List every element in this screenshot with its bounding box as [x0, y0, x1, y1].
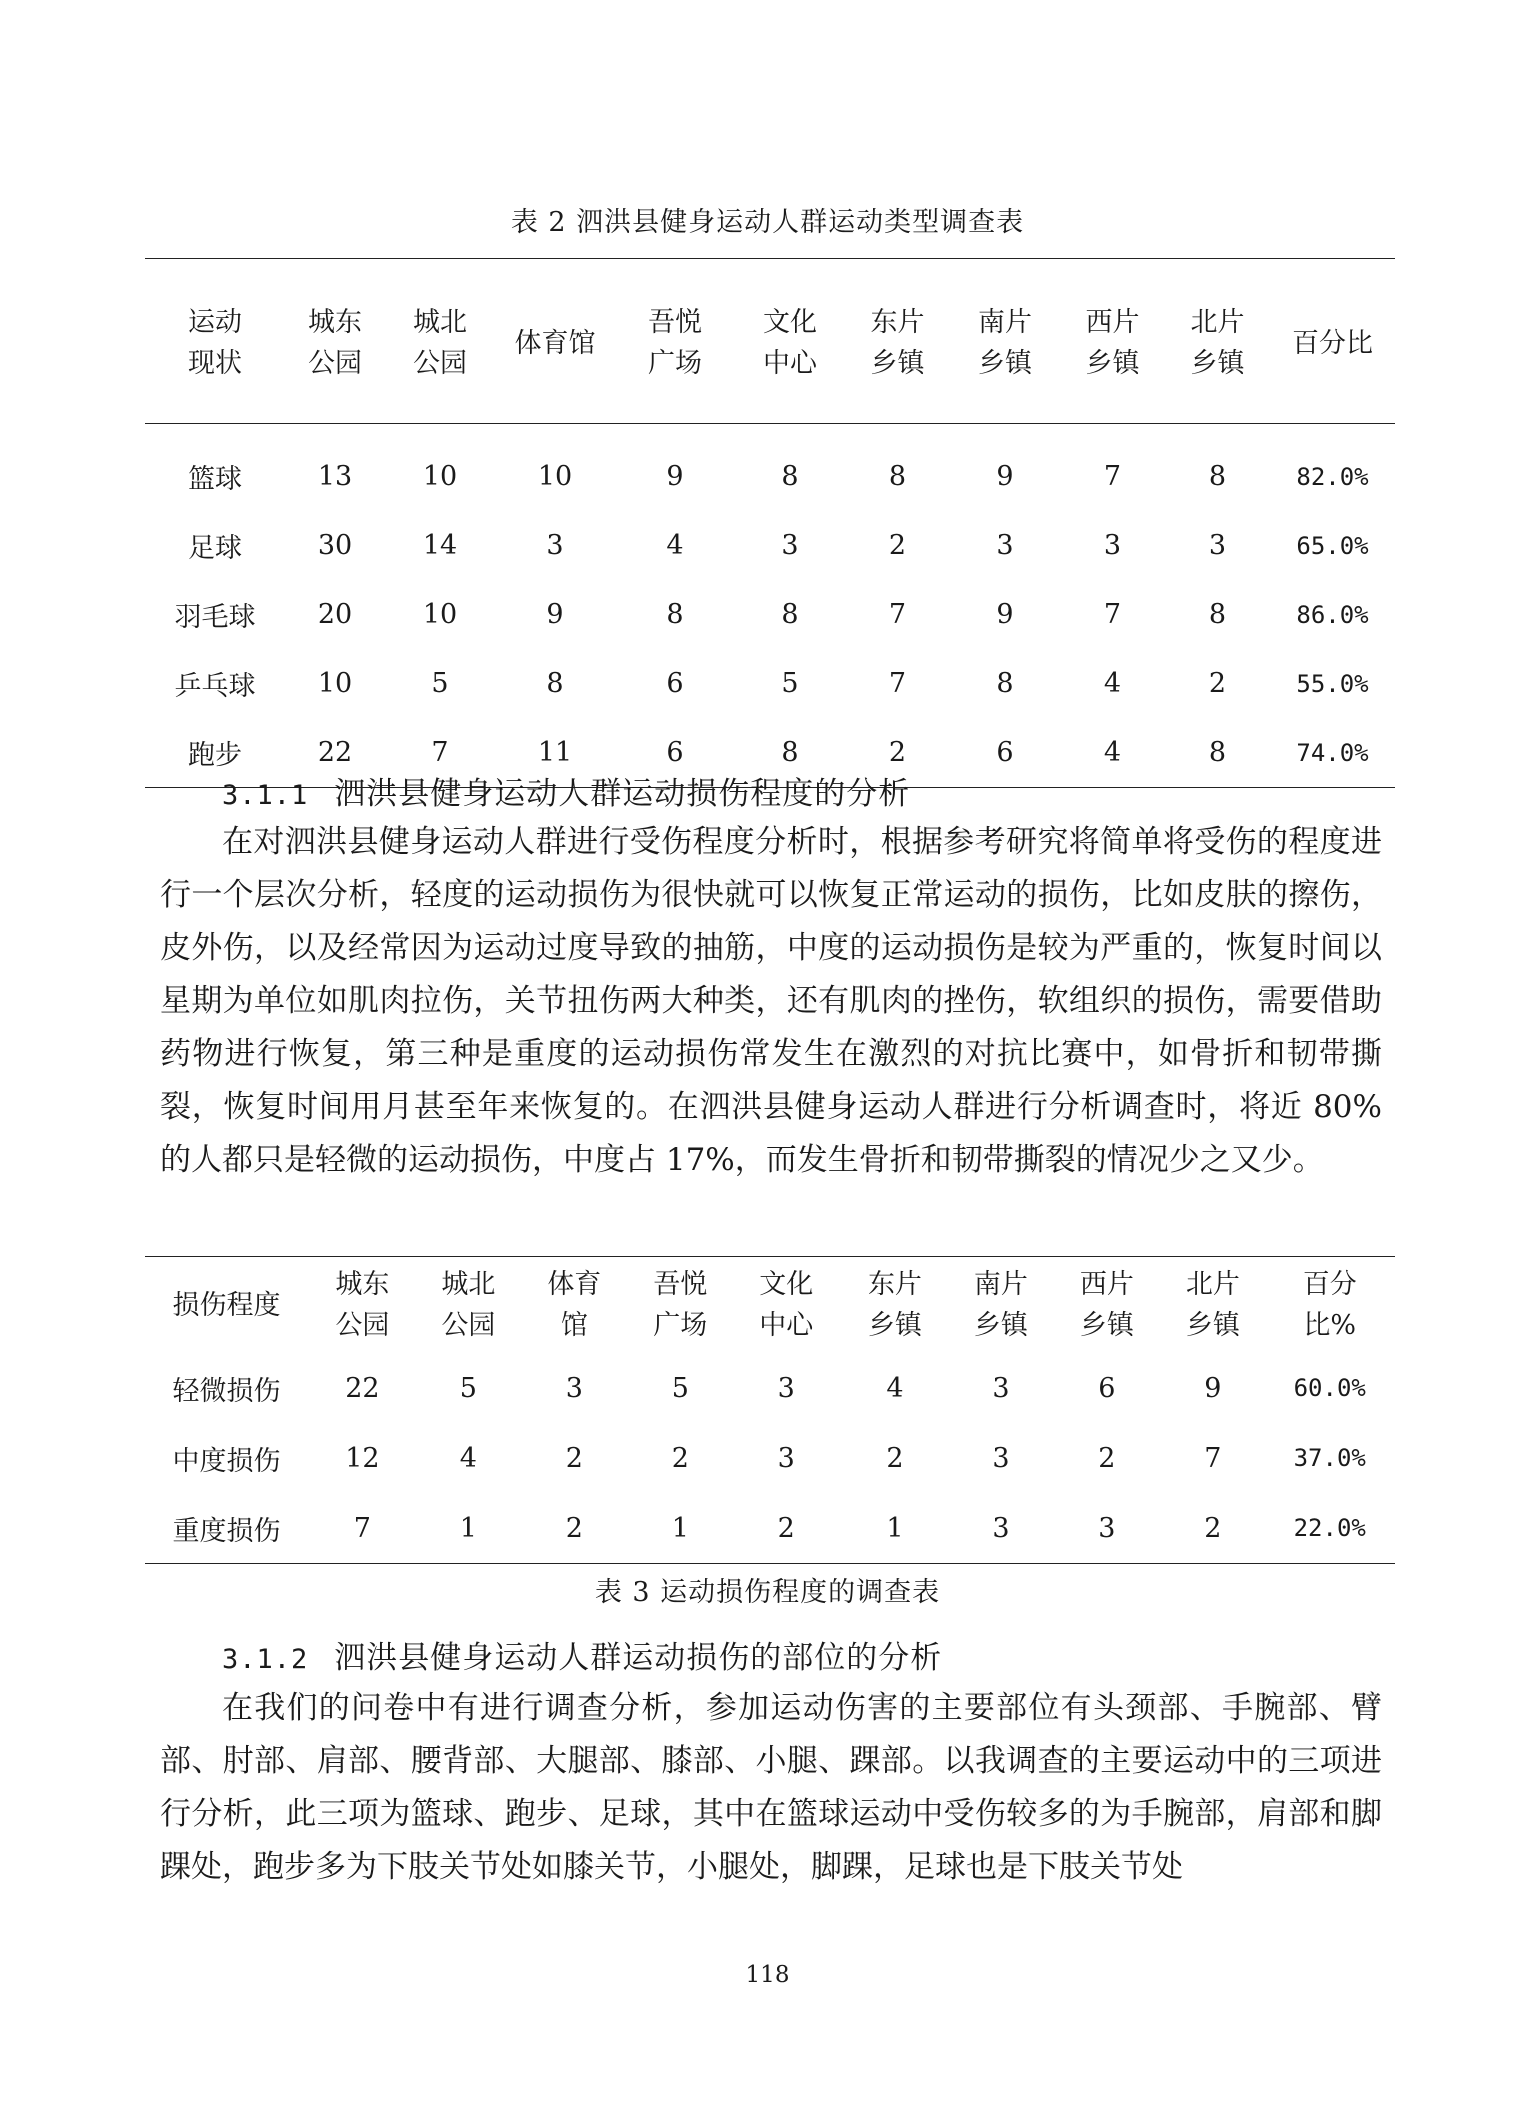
table2-cell: 8 — [781, 737, 799, 768]
table2-caption: 表 2 泗洪县健身运动人群运动类型调查表 — [510, 207, 1025, 238]
section-312-heading — [222, 1632, 942, 1677]
table2-cell: 5 — [781, 668, 799, 699]
table3-cell: 2 — [777, 1512, 795, 1544]
table3-percent-cell: 37.0% — [1293, 1444, 1366, 1472]
table3-header-line: 中心 — [759, 1310, 814, 1341]
table3-row — [145, 1493, 1395, 1564]
table2-header-cell — [385, 259, 495, 424]
table3-cell: 9 — [1204, 1372, 1222, 1404]
table2-cell: 2 — [1208, 668, 1227, 699]
table2-header-cell — [950, 259, 1060, 424]
table3-cell: 5 — [671, 1372, 689, 1404]
table3-cell: 2 — [565, 1442, 583, 1474]
table2-cell: 7 — [888, 599, 907, 630]
table2-header-line: 北片 — [1190, 307, 1245, 338]
table3-header-line: 南片 — [973, 1269, 1028, 1300]
table2-cell: 8 — [546, 668, 564, 699]
table2-header-line: 西片 — [1085, 307, 1140, 338]
table2-cell: 7 — [431, 737, 449, 768]
table3-header-cell — [841, 1257, 950, 1354]
table2-header-line: 东片 — [870, 307, 925, 338]
section-311-title: 泗洪县健身运动人群运动损伤程度的分析 — [334, 776, 911, 812]
table3-cell: 2 — [886, 1442, 904, 1474]
table2-row — [145, 424, 1395, 512]
table2-header-cell — [1060, 259, 1165, 424]
table2-cell: 9 — [666, 461, 684, 492]
table3-cell: 2 — [1204, 1512, 1222, 1544]
table3-cell: 1 — [671, 1512, 689, 1544]
section-311-number: 3.1.1 — [222, 780, 309, 811]
table3-header-cell — [1264, 1257, 1395, 1354]
table2-row — [145, 580, 1395, 649]
table3-row-label: 重度损伤 — [172, 1515, 281, 1547]
table2-header-line: 城北 — [413, 307, 467, 338]
table2-header-line: 公园 — [413, 348, 467, 379]
table2-header-cell — [845, 259, 950, 424]
table2-cell: 11 — [537, 737, 573, 768]
table2-cell: 3 — [1103, 530, 1122, 561]
table2-cell: 2 — [888, 737, 907, 768]
table3-caption: 表 3 运动损伤程度的调查表 — [594, 1577, 941, 1608]
table3-header-line: 吾悦 — [653, 1269, 708, 1300]
section-311-paragraph: 在对泗洪县健身运动人群进行受伤程度分析时，根据参考研究将简单将受伤的程度进行一个层次分析，轻度的运动损伤为很快就可以恢复正常运动的损伤，比如皮肤的擦伤，皮外伤，以及经常因为运动过度导致的抽筋，中度的运动损伤是较为严重的，恢复时间以星期为单位如肌肉拉伤，关节扭伤两大种类，还有肌肉的挫伤，软组织的损伤，需要借助药物进行恢复，第三种是重度的运动损伤常发生在激烈的对抗比赛中，如骨折和韧带撕裂，恢复时间用月甚至年来恢复的。在泗洪县健身运动人群进行分析调查时，将近 80%的人都只是轻微的运动损伤，中度占 17%，而发生骨折和韧带撕裂的情况少之又少。 — [160, 824, 1382, 1178]
table2-row-label: 乒乓球 — [174, 671, 256, 702]
table2-cell: 5 — [431, 668, 449, 699]
table2-cell: 3 — [781, 530, 799, 561]
table2-row-label: 篮球 — [188, 464, 242, 495]
table2-header-line: 体育馆 — [514, 327, 596, 359]
table2-header-line: 现状 — [188, 348, 242, 379]
table3-header-line: 文化 — [759, 1269, 814, 1300]
table2-cell: 10 — [422, 461, 458, 492]
table2-cell: 9 — [996, 599, 1014, 630]
table3-header-cell — [732, 1257, 841, 1354]
table2-cell: 4 — [1103, 668, 1122, 699]
table2-cell: 8 — [781, 461, 799, 492]
table3-header-line: 城东 — [335, 1269, 390, 1300]
table3-header-cell — [308, 1257, 417, 1354]
table3-row-label: 中度损伤 — [172, 1445, 281, 1477]
table2-header-line: 文化 — [763, 307, 817, 338]
table2-header-cell — [145, 259, 285, 424]
table2-cell: 8 — [1208, 461, 1227, 492]
table2-cell: 3 — [1208, 530, 1227, 561]
table2-cell: 3 — [546, 530, 564, 561]
table3-cell: 3 — [992, 1372, 1010, 1404]
table2 — [145, 258, 1395, 788]
table2-header-cell — [495, 259, 615, 424]
table3-row — [145, 1353, 1395, 1423]
table2-header-row — [145, 259, 1395, 424]
table2-cell: 22 — [317, 737, 353, 768]
section-312-paragraph: 在我们的问卷中有进行调查分析，参加运动伤害的主要部位有头颈部、手腕部、臂部、肘部、肩部、腰背部、大腿部、膝部、小腿、踝部。以我调查的主要运动中的三项进行分析，此三项为篮球、跑步、足球，其中在篮球运动中受伤较多的为手腕部，肩部和脚踝处，跑步多为下肢关节处如膝关节，小腿处，脚踝，足球也是下肢关节处 — [160, 1690, 1382, 1885]
section-312-body — [160, 1682, 1382, 1894]
table2-percent-cell: 86.0% — [1296, 600, 1369, 629]
table2-cell: 4 — [1103, 737, 1122, 768]
table2-cell: 9 — [996, 461, 1014, 492]
table3-cell: 2 — [565, 1512, 583, 1544]
table2-cell: 8 — [666, 599, 684, 630]
table3-percent-cell: 22.0% — [1293, 1514, 1366, 1542]
table2-row-label: 羽毛球 — [174, 602, 256, 633]
table3-cell: 5 — [459, 1372, 477, 1404]
table2-cell: 7 — [1103, 599, 1122, 630]
table2-header-line: 公园 — [308, 348, 362, 379]
table2-cell: 6 — [666, 737, 684, 768]
table3-body — [145, 1353, 1395, 1564]
section-312-title: 泗洪县健身运动人群运动损伤的部位的分析 — [334, 1640, 943, 1676]
table2-header-line: 运动 — [188, 307, 242, 338]
table3-cell: 7 — [353, 1512, 371, 1544]
table3-percent-cell: 60.0% — [1293, 1374, 1366, 1402]
table3-row-label: 轻微损伤 — [172, 1375, 281, 1407]
table2-cell: 10 — [537, 461, 573, 492]
table2-header-line: 广场 — [648, 348, 702, 379]
table3-cell: 4 — [459, 1442, 477, 1474]
table2-row-label: 足球 — [188, 533, 242, 564]
table3-header-cell — [417, 1257, 520, 1354]
table3-header-cell — [949, 1257, 1052, 1354]
section-312-number: 3.1.2 — [222, 1644, 309, 1675]
table2-percent-cell: 82.0% — [1296, 462, 1369, 491]
table2-percent-cell: 65.0% — [1296, 531, 1369, 560]
table3-header-line: 体育 — [547, 1269, 602, 1300]
table2-cell: 6 — [996, 737, 1014, 768]
table3-header-cell — [1053, 1257, 1162, 1354]
table3-cell: 3 — [565, 1372, 583, 1404]
table2-header-line: 乡镇 — [870, 348, 925, 379]
table2-header-cell — [285, 259, 385, 424]
table2-cell: 8 — [1208, 737, 1227, 768]
table2-header-line: 中心 — [763, 348, 817, 379]
table3-header-cell — [1161, 1257, 1264, 1354]
table3-cell: 22 — [345, 1372, 380, 1404]
table3-header-row — [145, 1257, 1395, 1354]
table2-cell: 7 — [1103, 461, 1122, 492]
table3-header-cell — [629, 1257, 732, 1354]
table2-cell: 20 — [317, 599, 353, 630]
table2-percent-cell: 55.0% — [1296, 669, 1369, 698]
table3-header-cell — [520, 1257, 629, 1354]
table3-cell: 3 — [1098, 1512, 1116, 1544]
table3-cell: 7 — [1204, 1442, 1222, 1474]
section-311-body — [160, 816, 1382, 1187]
table3-cell: 4 — [886, 1372, 904, 1404]
table3-cell: 3 — [777, 1372, 795, 1404]
table2-header-line: 南片 — [978, 307, 1032, 338]
table3-cell: 1 — [459, 1512, 477, 1544]
table3-header-line: 乡镇 — [1185, 1310, 1240, 1341]
table2-cell: 8 — [1208, 599, 1227, 630]
table2-header-line: 乡镇 — [978, 348, 1032, 379]
table2-header-cell — [1165, 259, 1270, 424]
table2-header-cell — [735, 259, 845, 424]
table2-body — [145, 424, 1395, 788]
table2-header-line: 吾悦 — [648, 307, 702, 338]
table3-header-line: 损伤程度 — [172, 1289, 281, 1321]
table2-row — [145, 511, 1395, 580]
table2-cell: 14 — [422, 530, 458, 561]
table3-header-line: 百分 — [1302, 1269, 1357, 1300]
table2-cell: 9 — [546, 599, 564, 630]
table3-header-line: 西片 — [1079, 1269, 1134, 1300]
table3 — [145, 1256, 1395, 1564]
table3-cell: 2 — [1098, 1442, 1116, 1474]
table2-header-line: 乡镇 — [1085, 348, 1140, 379]
table2-cell: 13 — [317, 461, 353, 492]
table3-cell: 3 — [777, 1442, 795, 1474]
table2-cell: 7 — [888, 668, 907, 699]
table2-cell: 8 — [996, 668, 1014, 699]
table3-header-cell — [145, 1257, 308, 1354]
table3-header-line: 公园 — [335, 1310, 390, 1341]
table3-header-line: 乡镇 — [1079, 1310, 1134, 1341]
table3-header-line: 城北 — [441, 1269, 496, 1300]
table3-cell: 2 — [671, 1442, 689, 1474]
table3-header-line: 北片 — [1185, 1269, 1240, 1300]
table2-cell: 8 — [781, 599, 799, 630]
table3-row — [145, 1423, 1395, 1493]
table2-cell: 4 — [666, 530, 684, 561]
table3-header-line: 乡镇 — [867, 1310, 922, 1341]
table2-header-line: 百分比 — [1292, 327, 1373, 359]
page-number: 118 — [745, 1962, 790, 1988]
table2-cell: 2 — [888, 530, 907, 561]
table3-cell: 3 — [992, 1512, 1010, 1544]
table2-row-label: 跑步 — [188, 740, 242, 771]
table3-header-line: 公园 — [441, 1310, 496, 1341]
table3-header-line: 乡镇 — [973, 1310, 1028, 1341]
table2-header-line: 城东 — [308, 307, 362, 338]
table3-header-line: 东片 — [867, 1269, 922, 1300]
table3-cell: 1 — [886, 1512, 904, 1544]
table3-header-line: 馆 — [560, 1310, 588, 1341]
table3-cell: 3 — [992, 1442, 1010, 1474]
table3-header-line: 比% — [1303, 1310, 1357, 1341]
table2-percent-cell: 74.0% — [1296, 738, 1369, 767]
table2-cell: 8 — [888, 461, 907, 492]
table2-cell: 30 — [317, 530, 353, 561]
table2-header-cell — [1270, 259, 1395, 424]
table2-row — [145, 649, 1395, 718]
table2-cell: 10 — [422, 599, 458, 630]
table2-header-line: 乡镇 — [1190, 348, 1245, 379]
table3-header-line: 广场 — [653, 1310, 708, 1341]
table2-cell: 6 — [666, 668, 684, 699]
table2-header-cell — [615, 259, 735, 424]
table3-cell: 12 — [345, 1442, 380, 1474]
table3-cell: 6 — [1098, 1372, 1116, 1404]
section-311-heading — [222, 768, 910, 813]
table2-cell: 3 — [996, 530, 1014, 561]
table2-cell: 10 — [317, 668, 353, 699]
